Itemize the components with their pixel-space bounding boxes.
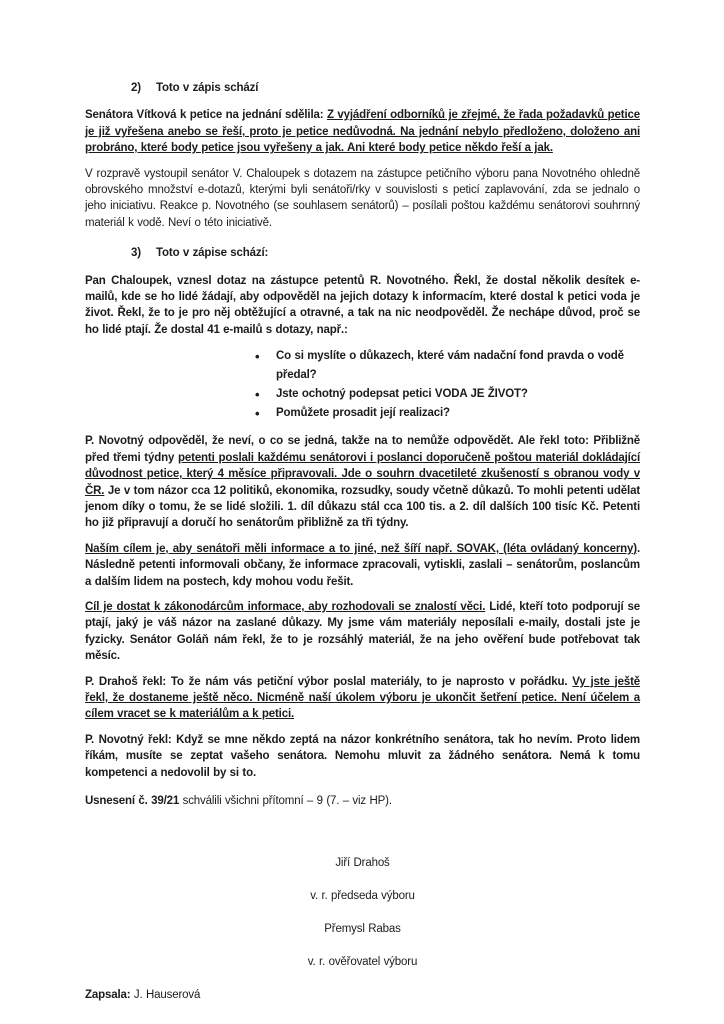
question-list: [85, 347, 640, 423]
paragraph-drahos: [85, 674, 640, 723]
meeting-minutes: [85, 80, 640, 1004]
list-item: • Pomůžete prosadit její realizaci?: [255, 404, 640, 423]
signature-name-verifier: Přemysl Rabas: [324, 923, 401, 936]
novotny-lead: P. Novotný odpověděl, že neví, o co se jedná, takže na to nemůže odpovědět. Ale řekl toto: Přibližně před třemi týdny: [85, 435, 640, 464]
heading-2-number: 2): [131, 82, 141, 94]
vitkova-underlined: Z vyjádření odborníků je zřejmé, že řada požadavků petice je již vyřešena anebo se řeší, proto je petice nedůvodná. Na jednání nebylo předloženo, doloženo ani probráno, které body petice jsou vyřešeny a jak. Ani které body petice někdo řeší a jak.: [85, 109, 640, 155]
list-item: • Jste ochotný podepsat petici VODA JE ŽIVOT?: [255, 385, 640, 404]
resolution-line: [85, 793, 640, 809]
recorded-by-label: Zapsala:: [85, 989, 131, 1002]
heading-3-number: 3): [131, 247, 141, 260]
drahos-lead: P. Drahoš řekl: To že nám vás petiční výbor poslal materiály, to je naprosto v pořádku.: [85, 675, 573, 688]
cil-underlined: Cíl je dostat k zákonodárcům informace, aby rozhodovali se znalostí věci.: [85, 600, 486, 613]
cil-tail: Lidé, kteří toto podporují se ptají, jaký je váš názor na zaslané důkazy. My jsme vám materiály neposílali e-maily, dostali jste je fyzicky. Senátor Goláň nám řekl, že to je rozsáhlý materiál, že na jeho ověření bude potřebovat tak měsíc.: [85, 600, 640, 663]
paragraph-rozprava: V rozpravě vystoupil senátor V. Chaloupek s dotazem na zástupce petičního výboru pana Novotného ohledně obrovského množství e-dotazů, kterými byli senátoři/rky v souvislosti s peticí zaplavování, zda se jednalo o jeho iniciativu. Reakce p. Novotného (se souhlasem senátorů) – posílali poštou každému senátorovi souhrnný materiál k vodě. Neví o této iniciativě.: [85, 167, 640, 229]
recorded-by-line: [85, 987, 640, 1003]
signature-role-verifier: v. r. ověřovatel výboru: [307, 956, 418, 969]
resolution-number: Usnesení č. 39/21: [85, 795, 180, 807]
list-item: • Co si myslíte o důkazech, které vám nadační fond pravda o vodě předal?: [255, 347, 640, 385]
paragraph-novotny-closing: P. Novotný řekl: Když se mne někdo zeptá na názor konkrétního senátora, tak ho nevím. Proto lidem říkám, musíte se zeptat vašeho senátora. Nemohu mluvit za žádného senátora. Nemá k tomu kompetenci a nedovolil by si to.: [85, 733, 640, 779]
nasim-underlined: Naším cílem je, aby senátoři měli informace a to jiné, než šíří např. SOVAK, (léta ovládaný koncerny): [85, 542, 637, 555]
heading-item-2: [85, 80, 640, 96]
vitkova-lead: Senátora Vítková k petice na jednání sdělila:: [85, 109, 327, 122]
heading-2-text: Toto v zápis schází: [156, 82, 259, 94]
resolution-result: schválili všichni přítomní – 9 (7. – viz HP).: [179, 795, 392, 807]
drahos-underlined: Vy jste ještě řekl, že dostaneme ještě něco. Nicméně naší úkolem výboru je ukončit šetření petice. Není účelem a cílem vracet se k materiálům a k petici.: [85, 675, 640, 721]
signature-name-chairman: Jiří Drahoš: [335, 857, 390, 870]
signature-role-chairman: v. r. předseda výboru: [310, 890, 415, 903]
novotny-underlined: petenti poslali každému senátorovi i poslanci doporučeně poštou materiál dokládající důvodnost petice, který 4 měsíce připravovali. Jde o souhrn dvacetileté zkušeností s obranou vody v ČR.: [85, 451, 640, 497]
heading-3-text: Toto v zápise schází:: [156, 247, 269, 260]
paragraph-vitkova-statement: [85, 107, 640, 156]
paragraph-nasim-cilem: [85, 541, 640, 590]
nasim-tail: . Následně petenti informovali občany, že informace zpracovali, vytiskli, zaslali – senátorům, poslancům a dalším lidem na postech, kdy mohou vodu řešit.: [85, 542, 640, 588]
paragraph-cil: [85, 599, 640, 665]
paragraph-chaloupek: Pan Chaloupek, vznesl dotaz na zástupce petentů R. Novotného. Řekl, že dostal několik desítek e-mailů, kde se ho lidé žádají, aby odpověděl na jejich dotazy k informacím, které dostal k petici voda je život. Řekl, že to je pro něj obtěžující a otravné, a tak na nic neodpověděl. Že nechápe důvod, proč se ho lidé ptají. Že dostal 41 e-mailů s dotazy, např.:: [85, 274, 640, 336]
heading-item-3: [85, 245, 640, 261]
recorded-by-name: J. Hauserová: [130, 989, 201, 1002]
signature-block: [85, 855, 640, 970]
novotny-tail: Je v tom názor cca 12 politiků, ekonomika, rozsudky, soudy včetně důkazů. To mohli petenti udělat jenom díky o tomu, že se lidé složili. 1. díl důkazu stál cca 100 tis. a 2. díl dalších 100 tisíc Kč. Petenti ho již připravují a doručí ho senátorům přibližně za tři týdny.: [85, 484, 640, 530]
paragraph-novotny-answer: [85, 433, 640, 531]
